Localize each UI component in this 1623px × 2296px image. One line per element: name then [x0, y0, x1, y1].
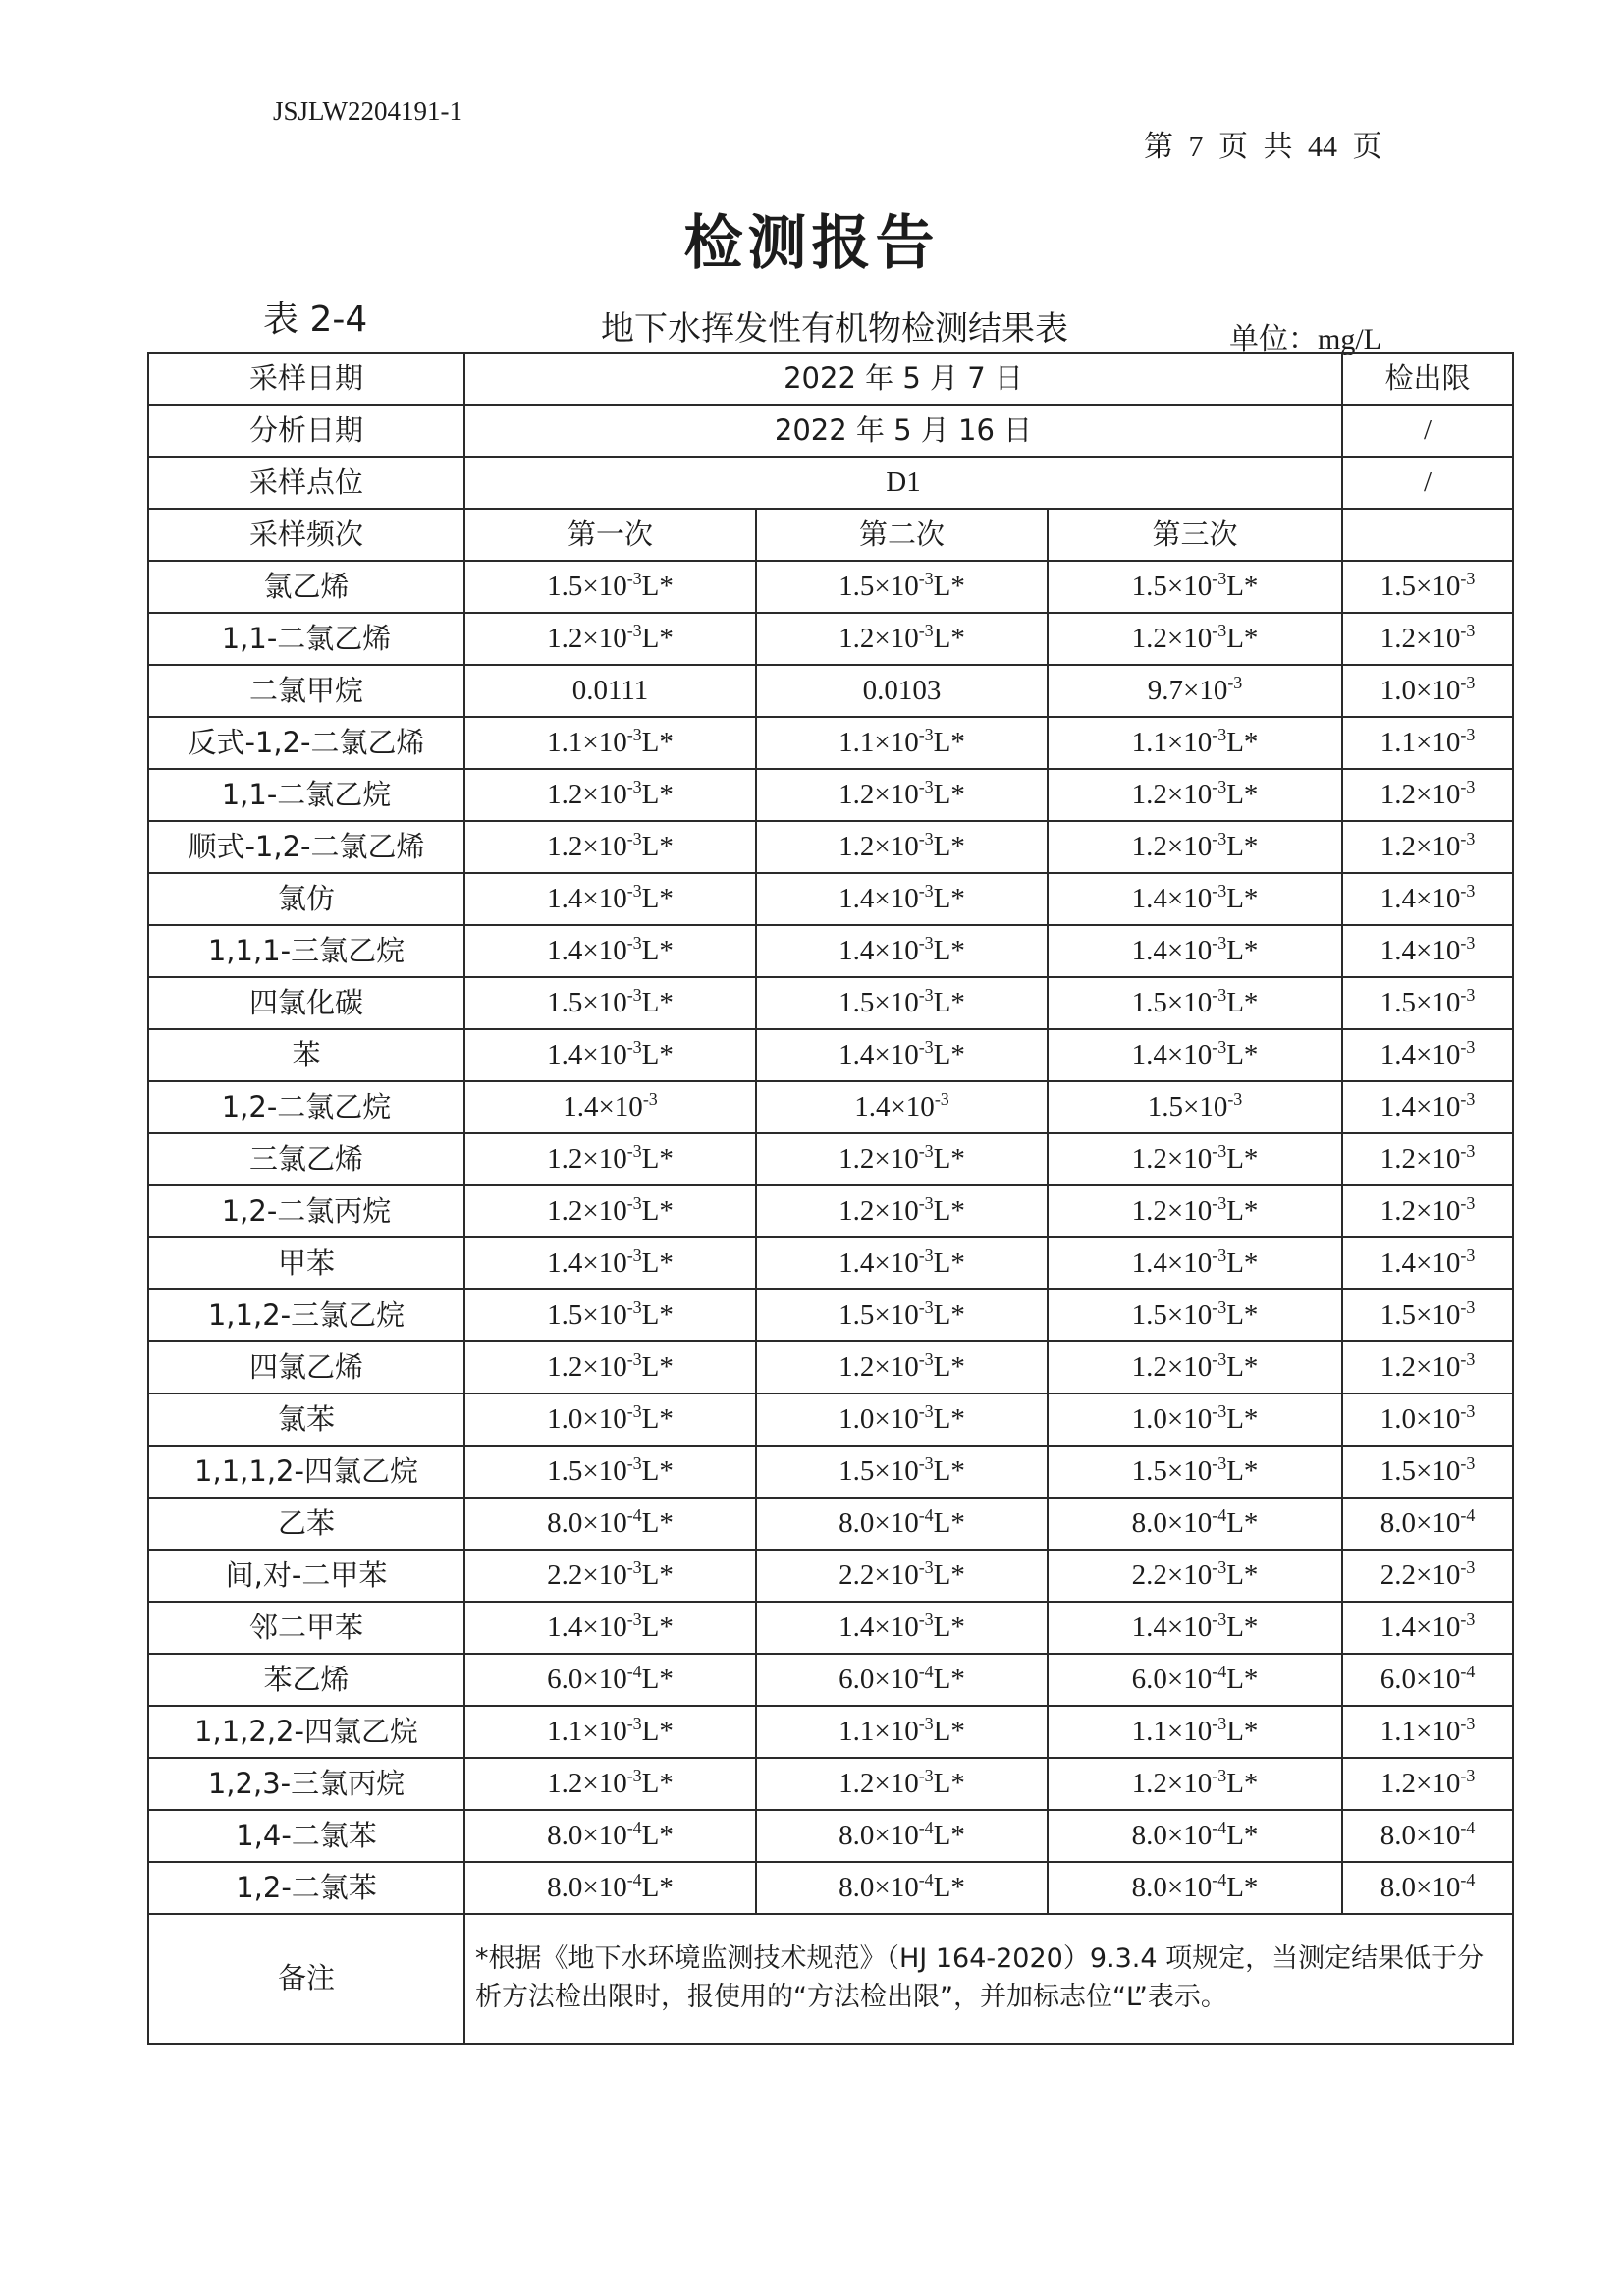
- result-value-1: $1.2\times 10^{-3}L*$: [464, 769, 756, 821]
- compound-row: [148, 1185, 1513, 1237]
- detection-limit: $1.4\times 10^{-3}$: [1342, 1602, 1513, 1654]
- compound-row: [148, 1602, 1513, 1654]
- compound-row: [148, 613, 1513, 665]
- detection-limit: $1.2\times 10^{-3}$: [1342, 769, 1513, 821]
- result-value-3: $8.0\times 10^{-4}L*$: [1048, 1862, 1342, 1914]
- exponent: -3: [918, 828, 934, 848]
- exponent: -3: [1460, 880, 1476, 901]
- exponent: -3: [1460, 776, 1476, 796]
- detection-limit-label: 检出限: [1342, 353, 1513, 405]
- exponent: -3: [626, 1400, 642, 1421]
- exponent: -4: [1212, 1869, 1227, 1889]
- result-value-3: $1.4\times 10^{-3}L*$: [1048, 1602, 1342, 1654]
- exponent: -3: [626, 776, 642, 796]
- exponent: -3: [1212, 1036, 1227, 1057]
- detection-limit: $1.2\times 10^{-3}$: [1342, 1341, 1513, 1394]
- exponent: -3: [918, 1400, 934, 1421]
- exponent: -3: [1460, 932, 1476, 953]
- exponent: -3: [626, 1713, 642, 1733]
- compound-row: [148, 561, 1513, 613]
- exponent: -3: [1460, 828, 1476, 848]
- result-value-3: $1.4\times 10^{-3}L*$: [1048, 1237, 1342, 1289]
- compound-name: 三氯乙烯: [148, 1133, 464, 1185]
- compound-name: 顺式-1,2-二氯乙烯: [148, 821, 464, 873]
- detection-limit: $8.0\times 10^{-4}$: [1342, 1498, 1513, 1550]
- compound-name: 1,4-二氯苯: [148, 1810, 464, 1862]
- result-value-2: $1.5\times 10^{-3}L*$: [756, 977, 1048, 1029]
- result-value-2: $1.4\times 10^{-3}$: [756, 1081, 1048, 1133]
- detection-limit: $1.5\times 10^{-3}$: [1342, 1289, 1513, 1341]
- result-value-1: $6.0\times 10^{-4}L*$: [464, 1654, 756, 1706]
- compound-name: 二氯甲烷: [148, 665, 464, 717]
- exponent: -3: [1460, 1557, 1476, 1577]
- compound-row: [148, 717, 1513, 769]
- exponent: -3: [626, 828, 642, 848]
- compound-name: 1,2-二氯丙烷: [148, 1185, 464, 1237]
- exponent: -3: [1212, 1557, 1227, 1577]
- result-value-3: $1.5\times 10^{-3}L*$: [1048, 977, 1342, 1029]
- exponent: -4: [1212, 1504, 1227, 1525]
- results-table: [147, 352, 1514, 2045]
- exponent: -3: [626, 1452, 642, 1473]
- compound-name: 氯乙烯: [148, 561, 464, 613]
- result-value-2: $1.4\times 10^{-3}L*$: [756, 873, 1048, 925]
- detection-limit: $1.2\times 10^{-3}$: [1342, 1133, 1513, 1185]
- result-value-2: $8.0\times 10^{-4}L*$: [756, 1810, 1048, 1862]
- exponent: -4: [1212, 1661, 1227, 1681]
- result-value-1: $1.2\times 10^{-3}L*$: [464, 1185, 756, 1237]
- result-value-3: $9.7\times 10^{-3}$: [1048, 665, 1342, 717]
- result-value-3: $1.2\times 10^{-3}L*$: [1048, 1341, 1342, 1394]
- exponent: -3: [626, 1244, 642, 1265]
- analysis-date: 2022 年 5 月 16 日: [464, 405, 1342, 457]
- exponent: -3: [1460, 1036, 1476, 1057]
- header-row-sampling-point: [148, 457, 1513, 509]
- exponent: -3: [1212, 828, 1227, 848]
- result-value-2: $1.2\times 10^{-3}L*$: [756, 613, 1048, 665]
- exponent: -3: [1212, 1609, 1227, 1629]
- result-value-3: $8.0\times 10^{-4}L*$: [1048, 1498, 1342, 1550]
- result-value-1: $1.4\times 10^{-3}$: [464, 1081, 756, 1133]
- compound-row: [148, 1862, 1513, 1914]
- compound-row: [148, 1758, 1513, 1810]
- exponent: -3: [1460, 1244, 1476, 1265]
- remark-label: 备注: [148, 1914, 464, 2044]
- result-value-2: $1.1\times 10^{-3}L*$: [756, 1706, 1048, 1758]
- compound-name: 1,1-二氯乙烯: [148, 613, 464, 665]
- exponent: -3: [1212, 880, 1227, 901]
- detection-limit: $1.1\times 10^{-3}$: [1342, 1706, 1513, 1758]
- exponent: -3: [626, 1036, 642, 1057]
- result-value-3: $1.0\times 10^{-3}L*$: [1048, 1394, 1342, 1446]
- sampling-point: D1: [464, 457, 1342, 509]
- compound-row: [148, 665, 1513, 717]
- detection-limit: $1.4\times 10^{-3}$: [1342, 925, 1513, 977]
- exponent: -3: [1460, 620, 1476, 640]
- exponent: -4: [1460, 1869, 1476, 1889]
- exponent: -3: [918, 568, 934, 588]
- compound-name: 甲苯: [148, 1237, 464, 1289]
- result-value-3: $1.5\times 10^{-3}L*$: [1048, 1446, 1342, 1498]
- detection-limit: $8.0\times 10^{-4}$: [1342, 1862, 1513, 1914]
- compound-row: [148, 1810, 1513, 1862]
- result-value-1: $1.5\times 10^{-3}L*$: [464, 977, 756, 1029]
- sampling-point-limit: /: [1342, 457, 1513, 509]
- exponent: -3: [626, 1140, 642, 1161]
- compound-row: [148, 1029, 1513, 1081]
- exponent: -3: [1460, 724, 1476, 744]
- detection-limit: $1.1\times 10^{-3}$: [1342, 717, 1513, 769]
- exponent: -3: [1212, 1244, 1227, 1265]
- detection-limit: $1.2\times 10^{-3}$: [1342, 613, 1513, 665]
- result-value-2: $1.4\times 10^{-3}L*$: [756, 1237, 1048, 1289]
- detection-limit: $1.4\times 10^{-3}$: [1342, 1081, 1513, 1133]
- result-value-1: $8.0\times 10^{-4}L*$: [464, 1498, 756, 1550]
- compound-name: 1,2,3-三氯丙烷: [148, 1758, 464, 1810]
- compound-name: 四氯化碳: [148, 977, 464, 1029]
- result-value-3: $2.2\times 10^{-3}L*$: [1048, 1550, 1342, 1602]
- exponent: -3: [1460, 568, 1476, 588]
- result-value-1: $1.5\times 10^{-3}L*$: [464, 561, 756, 613]
- exponent: -3: [1212, 1713, 1227, 1733]
- exponent: -4: [918, 1869, 934, 1889]
- result-value-1: $1.4\times 10^{-3}L*$: [464, 925, 756, 977]
- detection-limit: $1.2\times 10^{-3}$: [1342, 1758, 1513, 1810]
- compound-row: [148, 1289, 1513, 1341]
- compound-name: 邻二甲苯: [148, 1602, 464, 1654]
- result-value-1: $2.2\times 10^{-3}L*$: [464, 1550, 756, 1602]
- result-value-1: $1.2\times 10^{-3}L*$: [464, 1133, 756, 1185]
- exponent: -4: [1212, 1817, 1227, 1837]
- exponent: -4: [918, 1661, 934, 1681]
- sampling-point-label: 采样点位: [148, 457, 464, 509]
- report-title: 检测报告: [683, 209, 940, 278]
- compound-row: [148, 1654, 1513, 1706]
- result-value-1: $1.5\times 10^{-3}L*$: [464, 1446, 756, 1498]
- result-value-1: $8.0\times 10^{-4}L*$: [464, 1862, 756, 1914]
- compound-name: 间,对-二甲苯: [148, 1550, 464, 1602]
- exponent: -3: [1460, 1400, 1476, 1421]
- exponent: -3: [1212, 984, 1227, 1005]
- result-value-1: $1.2\times 10^{-3}L*$: [464, 613, 756, 665]
- detection-limit: $1.2\times 10^{-3}$: [1342, 1185, 1513, 1237]
- exponent: -3: [918, 1765, 934, 1785]
- result-value-2: $1.4\times 10^{-3}L*$: [756, 925, 1048, 977]
- result-value-3: $1.2\times 10^{-3}L*$: [1048, 1185, 1342, 1237]
- compound-row: [148, 1341, 1513, 1394]
- result-value-3: $1.4\times 10^{-3}L*$: [1048, 925, 1342, 977]
- compound-row: [148, 1133, 1513, 1185]
- result-value-1: $1.4\times 10^{-3}L*$: [464, 1029, 756, 1081]
- remark-section: [148, 1914, 1513, 2044]
- result-value-1: $1.4\times 10^{-3}L*$: [464, 1602, 756, 1654]
- compound-name: 氯苯: [148, 1394, 464, 1446]
- exponent: -3: [918, 880, 934, 901]
- result-value-2: $8.0\times 10^{-4}L*$: [756, 1862, 1048, 1914]
- detection-limit: $1.4\times 10^{-3}$: [1342, 1029, 1513, 1081]
- exponent: -3: [642, 1088, 658, 1109]
- exponent: -3: [1460, 1452, 1476, 1473]
- result-value-2: $1.5\times 10^{-3}L*$: [756, 561, 1048, 613]
- exponent: -3: [1212, 1296, 1227, 1317]
- frequency-limit-empty: [1342, 509, 1513, 561]
- header-row-analysis-date: [148, 405, 1513, 457]
- compound-row: [148, 769, 1513, 821]
- exponent: -4: [1460, 1817, 1476, 1837]
- exponent: -3: [918, 1296, 934, 1317]
- exponent: -3: [1460, 1348, 1476, 1369]
- detection-limit: $1.5\times 10^{-3}$: [1342, 561, 1513, 613]
- compound-name: 1,1,2-三氯乙烷: [148, 1289, 464, 1341]
- compound-name: 反式-1,2-二氯乙烯: [148, 717, 464, 769]
- exponent: -3: [626, 880, 642, 901]
- result-value-3: $1.1\times 10^{-3}L*$: [1048, 717, 1342, 769]
- page-indicator: 第 7 页 共 44 页: [1144, 131, 1382, 163]
- compound-row: [148, 925, 1513, 977]
- compound-name: 苯乙烯: [148, 1654, 464, 1706]
- table-number: 表 2-4: [263, 300, 368, 340]
- frequency-3: 第三次: [1048, 509, 1342, 561]
- exponent: -3: [1212, 1192, 1227, 1213]
- exponent: -3: [626, 984, 642, 1005]
- result-value-3: $1.1\times 10^{-3}L*$: [1048, 1706, 1342, 1758]
- result-value-2: $8.0\times 10^{-4}L*$: [756, 1498, 1048, 1550]
- compound-name: 四氯乙烯: [148, 1341, 464, 1394]
- sampling-date-label: 采样日期: [148, 353, 464, 405]
- compound-row: [148, 1706, 1513, 1758]
- exponent: -3: [934, 1088, 949, 1109]
- result-value-1: $1.5\times 10^{-3}L*$: [464, 1289, 756, 1341]
- exponent: -4: [626, 1869, 642, 1889]
- result-value-3: $1.5\times 10^{-3}$: [1048, 1081, 1342, 1133]
- compound-name: 苯: [148, 1029, 464, 1081]
- detection-limit: $1.5\times 10^{-3}$: [1342, 1446, 1513, 1498]
- compound-row: [148, 873, 1513, 925]
- remark-text: *根据《地下水环境监测技术规范》（HJ 164-2020）9.3.4 项规定，当测定结果低于分析方法检出限时，报使用的“方法检出限”，并加标志位“L”表示。: [464, 1914, 1513, 2044]
- compound-row: [148, 977, 1513, 1029]
- result-value-2: $1.4\times 10^{-3}L*$: [756, 1602, 1048, 1654]
- result-value-1: $1.2\times 10^{-3}L*$: [464, 821, 756, 873]
- exponent: -3: [918, 1557, 934, 1577]
- result-value-3: $1.2\times 10^{-3}L*$: [1048, 821, 1342, 873]
- exponent: -3: [1460, 1296, 1476, 1317]
- exponent: -3: [626, 932, 642, 953]
- compound-row: [148, 1498, 1513, 1550]
- exponent: -3: [1212, 724, 1227, 744]
- exponent: -3: [626, 1192, 642, 1213]
- result-value-3: $1.4\times 10^{-3}L*$: [1048, 873, 1342, 925]
- table-title: 地下水挥发性有机物检测结果表: [601, 309, 1068, 349]
- exponent: -3: [1227, 1088, 1243, 1109]
- exponent: -3: [1212, 1140, 1227, 1161]
- result-value-3: $8.0\times 10^{-4}L*$: [1048, 1810, 1342, 1862]
- exponent: -3: [1460, 1765, 1476, 1785]
- result-value-1: $1.4\times 10^{-3}L*$: [464, 873, 756, 925]
- result-value-2: $1.2\times 10^{-3}L*$: [756, 1758, 1048, 1810]
- analysis-date-limit: /: [1342, 405, 1513, 457]
- result-value-1: 0.0111: [464, 665, 756, 717]
- detection-limit: $1.0\times 10^{-3}$: [1342, 1394, 1513, 1446]
- exponent: -3: [1212, 1452, 1227, 1473]
- exponent: -3: [918, 984, 934, 1005]
- compound-name: 氯仿: [148, 873, 464, 925]
- compound-row: [148, 1446, 1513, 1498]
- result-value-2: $1.2\times 10^{-3}L*$: [756, 1185, 1048, 1237]
- exponent: -3: [918, 932, 934, 953]
- compound-row: [148, 1550, 1513, 1602]
- exponent: -3: [1212, 620, 1227, 640]
- remark-row: [148, 1914, 1513, 2044]
- exponent: -3: [918, 776, 934, 796]
- result-value-2: $1.4\times 10^{-3}L*$: [756, 1029, 1048, 1081]
- header-row-frequency: [148, 509, 1513, 561]
- detection-limit: $8.0\times 10^{-4}$: [1342, 1810, 1513, 1862]
- result-value-2: $2.2\times 10^{-3}L*$: [756, 1550, 1048, 1602]
- result-value-2: $1.2\times 10^{-3}L*$: [756, 769, 1048, 821]
- unit-value: mg/L: [1318, 323, 1381, 355]
- result-value-1: $1.1\times 10^{-3}L*$: [464, 1706, 756, 1758]
- compound-name: 乙苯: [148, 1498, 464, 1550]
- detection-limit: $6.0\times 10^{-4}$: [1342, 1654, 1513, 1706]
- exponent: -3: [626, 1348, 642, 1369]
- report-number: JSJLW2204191-1: [273, 96, 462, 126]
- exponent: -3: [1460, 984, 1476, 1005]
- exponent: -3: [918, 1140, 934, 1161]
- compound-name: 1,1,2,2-四氯乙烷: [148, 1706, 464, 1758]
- result-value-2: $1.5\times 10^{-3}L*$: [756, 1446, 1048, 1498]
- result-value-3: $1.2\times 10^{-3}L*$: [1048, 1758, 1342, 1810]
- exponent: -3: [918, 1192, 934, 1213]
- compound-name: 1,1,1-三氯乙烷: [148, 925, 464, 977]
- exponent: -3: [918, 620, 934, 640]
- exponent: -3: [1212, 568, 1227, 588]
- exponent: -3: [626, 568, 642, 588]
- header-row-sampling-date: [148, 353, 1513, 405]
- result-value-3: $1.2\times 10^{-3}L*$: [1048, 769, 1342, 821]
- result-value-3: $6.0\times 10^{-4}L*$: [1048, 1654, 1342, 1706]
- exponent: -3: [626, 620, 642, 640]
- result-value-1: $1.0\times 10^{-3}L*$: [464, 1394, 756, 1446]
- result-value-1: $1.2\times 10^{-3}L*$: [464, 1758, 756, 1810]
- detection-limit: $2.2\times 10^{-3}$: [1342, 1550, 1513, 1602]
- exponent: -3: [918, 1609, 934, 1629]
- detection-limit: $1.5\times 10^{-3}$: [1342, 977, 1513, 1029]
- unit-label: 单位：: [1229, 322, 1318, 356]
- result-value-1: $1.2\times 10^{-3}L*$: [464, 1341, 756, 1394]
- compound-name: 1,1,1,2-四氯乙烷: [148, 1446, 464, 1498]
- result-value-1: $1.4\times 10^{-3}L*$: [464, 1237, 756, 1289]
- compound-row: [148, 1081, 1513, 1133]
- sampling-date: 2022 年 5 月 7 日: [464, 353, 1342, 405]
- exponent: -3: [1460, 1192, 1476, 1213]
- result-value-2: $1.2\times 10^{-3}L*$: [756, 821, 1048, 873]
- exponent: -3: [918, 1452, 934, 1473]
- compound-name: 1,2-二氯乙烷: [148, 1081, 464, 1133]
- compound-row: [148, 1237, 1513, 1289]
- result-value-2: $1.1\times 10^{-3}L*$: [756, 717, 1048, 769]
- exponent: -3: [918, 724, 934, 744]
- frequency-2: 第二次: [756, 509, 1048, 561]
- exponent: -4: [1460, 1661, 1476, 1681]
- exponent: -4: [918, 1817, 934, 1837]
- result-value-3: $1.5\times 10^{-3}L*$: [1048, 561, 1342, 613]
- result-value-1: $8.0\times 10^{-4}L*$: [464, 1810, 756, 1862]
- compound-row: [148, 1394, 1513, 1446]
- exponent: -4: [626, 1504, 642, 1525]
- result-value-2: $1.5\times 10^{-3}L*$: [756, 1289, 1048, 1341]
- exponent: -3: [918, 1036, 934, 1057]
- exponent: -3: [1212, 1765, 1227, 1785]
- result-value-3: $1.4\times 10^{-3}L*$: [1048, 1029, 1342, 1081]
- exponent: -3: [918, 1348, 934, 1369]
- analysis-date-label: 分析日期: [148, 405, 464, 457]
- exponent: -3: [626, 1609, 642, 1629]
- results-table-body: [148, 353, 1513, 1914]
- result-value-3: $1.2\times 10^{-3}L*$: [1048, 1133, 1342, 1185]
- detection-limit: $1.4\times 10^{-3}$: [1342, 1237, 1513, 1289]
- exponent: -3: [1460, 672, 1476, 692]
- detection-limit: $1.0\times 10^{-3}$: [1342, 665, 1513, 717]
- exponent: -3: [626, 1557, 642, 1577]
- exponent: -4: [626, 1661, 642, 1681]
- exponent: -3: [1212, 1348, 1227, 1369]
- exponent: -3: [1212, 776, 1227, 796]
- exponent: -3: [626, 1765, 642, 1785]
- exponent: -4: [626, 1817, 642, 1837]
- compound-name: 1,2-二氯苯: [148, 1862, 464, 1914]
- detection-limit: $1.4\times 10^{-3}$: [1342, 873, 1513, 925]
- exponent: -3: [1460, 1088, 1476, 1109]
- exponent: -3: [1227, 672, 1243, 692]
- detection-limit: $1.2\times 10^{-3}$: [1342, 821, 1513, 873]
- exponent: -3: [918, 1244, 934, 1265]
- result-value-2: $1.2\times 10^{-3}L*$: [756, 1341, 1048, 1394]
- exponent: -3: [1212, 1400, 1227, 1421]
- result-value-2: $1.2\times 10^{-3}L*$: [756, 1133, 1048, 1185]
- exponent: -3: [1212, 932, 1227, 953]
- exponent: -3: [626, 1296, 642, 1317]
- frequency-1: 第一次: [464, 509, 756, 561]
- exponent: -3: [626, 724, 642, 744]
- exponent: -4: [918, 1504, 934, 1525]
- exponent: -3: [918, 1713, 934, 1733]
- exponent: -3: [1460, 1609, 1476, 1629]
- result-value-3: $1.5\times 10^{-3}L*$: [1048, 1289, 1342, 1341]
- result-value-3: $1.2\times 10^{-3}L*$: [1048, 613, 1342, 665]
- result-value-2: $1.0\times 10^{-3}L*$: [756, 1394, 1048, 1446]
- result-value-1: $1.1\times 10^{-3}L*$: [464, 717, 756, 769]
- compound-name: 1,1-二氯乙烷: [148, 769, 464, 821]
- result-value-2: 0.0103: [756, 665, 1048, 717]
- result-value-2: $6.0\times 10^{-4}L*$: [756, 1654, 1048, 1706]
- frequency-label: 采样频次: [148, 509, 464, 561]
- compound-row: [148, 821, 1513, 873]
- exponent: -3: [1460, 1140, 1476, 1161]
- exponent: -3: [1460, 1713, 1476, 1733]
- exponent: -4: [1460, 1504, 1476, 1525]
